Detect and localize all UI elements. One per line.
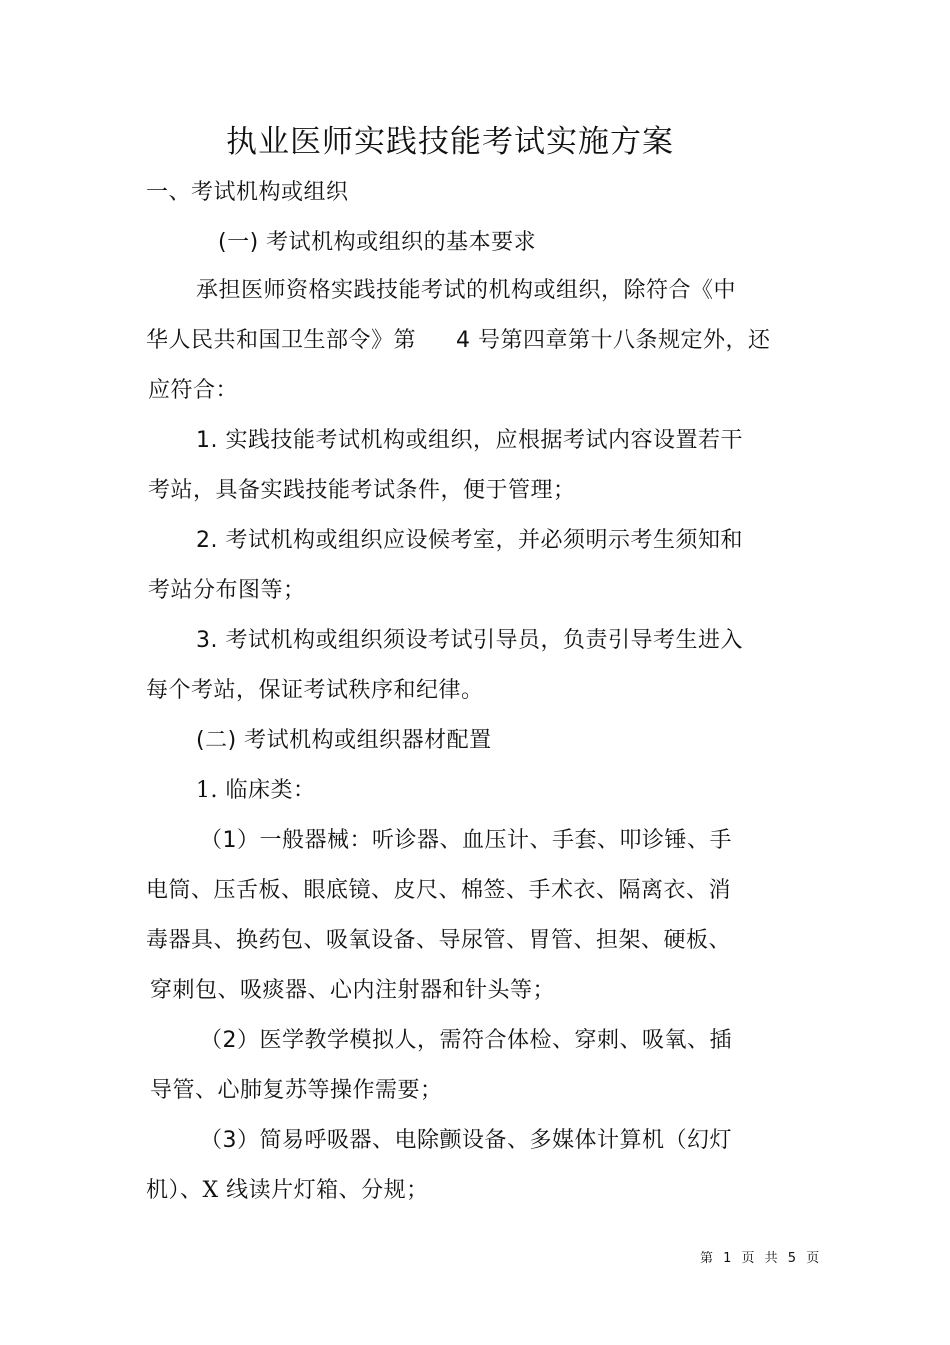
list-item-line: 3. 考试机构或组织须设考试引导员，负责引导考生进入	[196, 628, 743, 653]
subsection-heading: (一) 考试机构或组织的基本要求	[218, 230, 537, 255]
list-item-line: 穿刺包、吸痰器、心内注射器和针头等；	[150, 978, 556, 1003]
list-item-line: （1）一般器械：听诊器、血压计、手套、叩诊锤、手	[200, 828, 732, 853]
page-indicator: 第 1 页 共 5 页	[700, 1251, 823, 1266]
list-item-line: 1. 实践技能考试机构或组织，应根据考试内容设置若干	[196, 428, 743, 453]
document-title: 执业医师实践技能考试实施方案	[226, 124, 674, 160]
section-heading: 一、考试机构或组织	[146, 180, 349, 205]
list-item-line: 2. 考试机构或组织应设候考室，并必须明示考生须知和	[196, 528, 743, 553]
list-item-line: 考站分布图等；	[148, 578, 306, 603]
paragraph-line	[146, 326, 771, 356]
list-item-line: （2）医学教学模拟人，需符合体检、穿刺、吸氧、插	[200, 1028, 732, 1053]
list-item-line: 毒器具、换药包、吸氧设备、导尿管、胃管、担架、硬板、	[146, 928, 732, 953]
list-item-line: 导管、心肺复苏等操作需要；	[150, 1078, 443, 1103]
list-item-line: 考站，具备实践技能考试条件，便于管理；	[148, 478, 576, 503]
paragraph-fragment: 华人民共和国卫生部令》第	[146, 328, 417, 353]
paragraph-line: 承担医师资格实践技能考试的机构或组织，除符合《中	[196, 278, 737, 303]
subsection-heading: (二) 考试机构或组织器材配置	[196, 728, 492, 753]
paragraph-fragment: 4 号第四章第十八条规定外，还	[456, 328, 771, 353]
list-item-line: 每个考站，保证考试秩序和纪律。	[146, 678, 484, 703]
list-item-line: （3）简易呼吸器、电除颤设备、多媒体计算机（幻灯	[200, 1128, 732, 1153]
category-heading: 1. 临床类：	[196, 778, 316, 803]
list-item-line: 电筒、压舌板、眼底镜、皮尺、棉签、手术衣、隔离衣、消	[146, 878, 732, 903]
paragraph-line: 应符合：	[148, 378, 239, 403]
list-item-line: 机）、X 线读片灯箱、分规；	[146, 1178, 429, 1203]
